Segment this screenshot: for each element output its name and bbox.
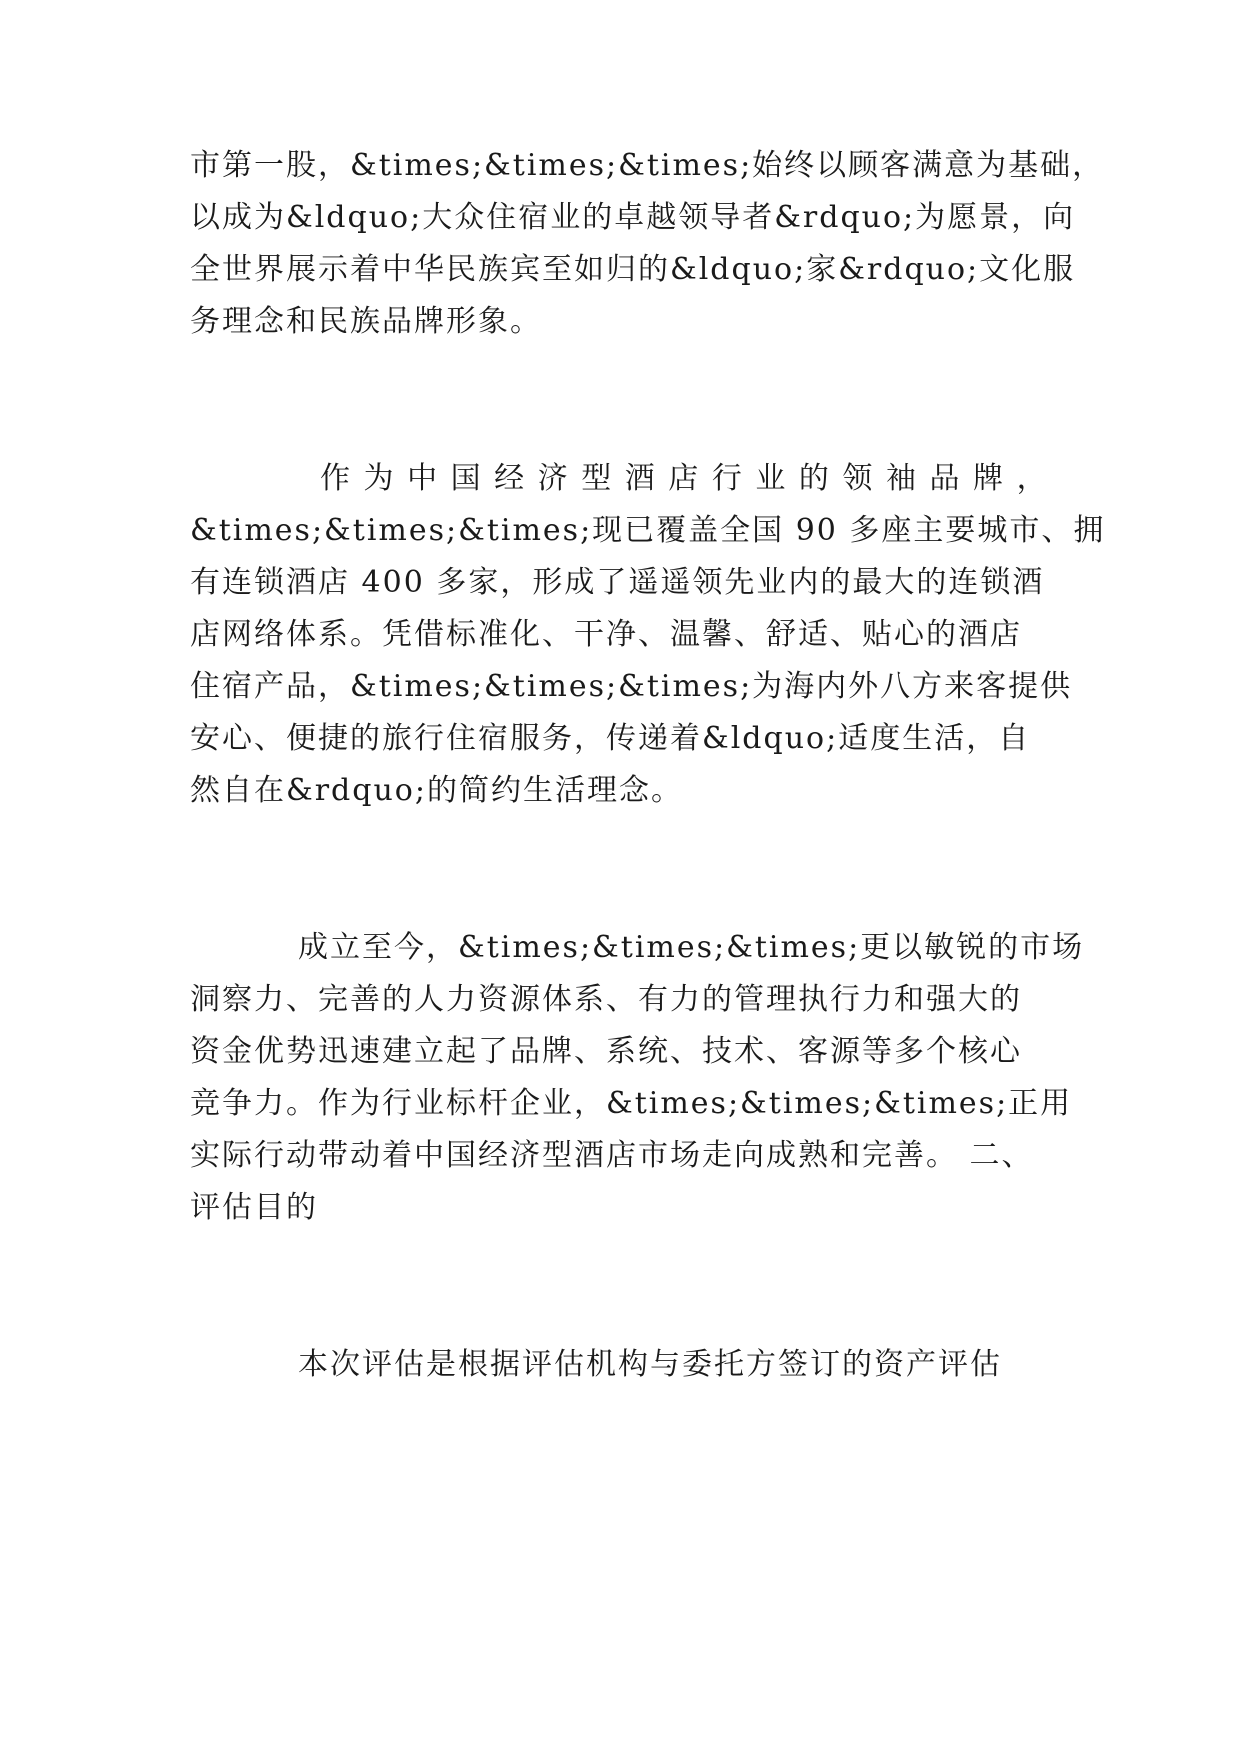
text-line: 安心、便捷的旅行住宿服务，传递着&ldquo;适度生活，自	[190, 721, 1031, 756]
text-line: 作 为 中 国 经 济 型 酒 店 行 业 的 领 袖 品 牌 ，	[320, 461, 1049, 496]
text-line: 评估目的	[190, 1190, 318, 1225]
text-line: 店网络体系。凭借标准化、干净、温馨、舒适、贴心的酒店	[190, 617, 1022, 652]
text-line: 成立至今，&times;&times;&times;更以敏锐的市场	[298, 930, 1085, 965]
text-line: 住宿产品，&times;&times;&times;为海内外八方来客提供	[190, 669, 1073, 704]
text-line: 然自在&rdquo;的简约生活理念。	[190, 773, 683, 808]
text-line: 务理念和民族品牌形象。	[190, 304, 542, 339]
text-line: 市第一股，&times;&times;&times;始终以顾客满意为基础，	[190, 148, 1105, 183]
text-line: 竞争力。作为行业标杆企业，&times;&times;&times;正用	[190, 1086, 1073, 1121]
text-line: 以成为&ldquo;大众住宿业的卓越领导者&rdquo;为愿景，向	[190, 200, 1076, 235]
text-line: &times;&times;&times;现已覆盖全国 90 多座主要城市、拥	[190, 513, 1106, 548]
text-line: 资金优势迅速建立起了品牌、系统、技术、客源等多个核心	[190, 1034, 1022, 1069]
text-line: 本次评估是根据评估机构与委托方签订的资产评估	[298, 1347, 1002, 1382]
text-line: 洞察力、完善的人力资源体系、有力的管理执行力和强大的	[190, 982, 1022, 1017]
text-line: 实际行动带动着中国经济型酒店市场走向成熟和完善。 二、	[190, 1138, 1034, 1173]
text-line: 全世界展示着中华民族宾至如归的&ldquo;家&rdquo;文化服	[190, 252, 1076, 287]
text-line: 有连锁酒店 400 多家，形成了遥遥领先业内的最大的连锁酒	[190, 565, 1045, 600]
